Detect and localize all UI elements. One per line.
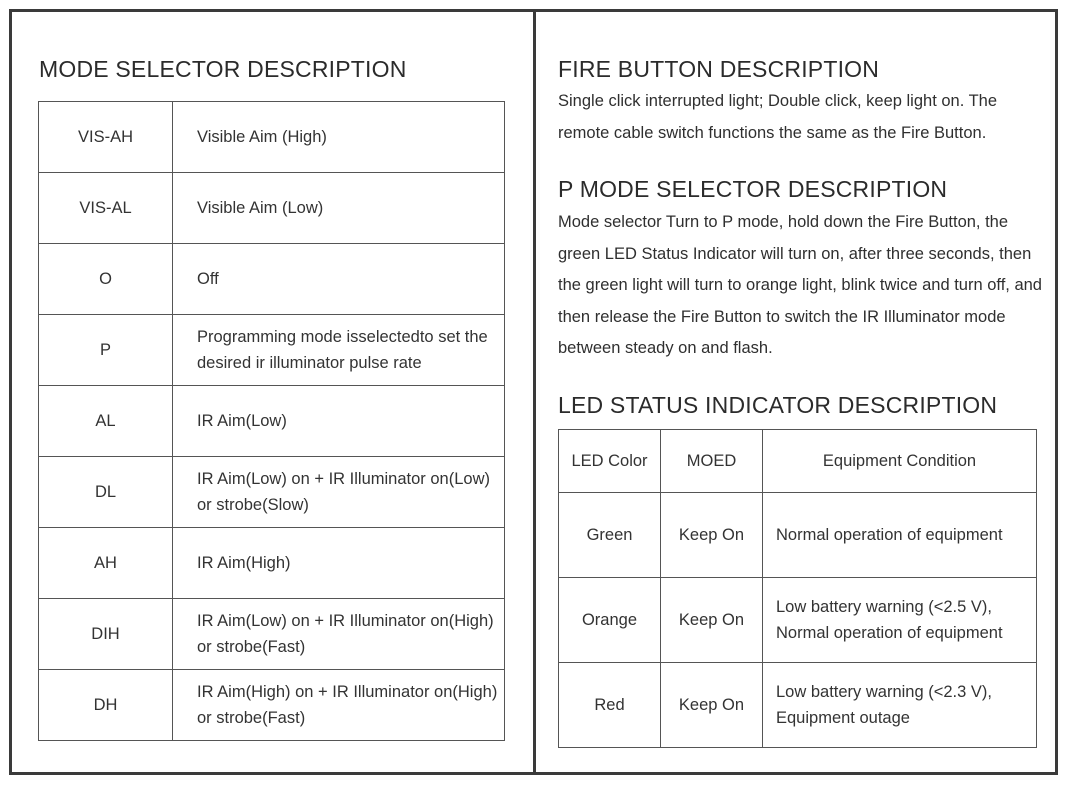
mode-key: AL (39, 386, 173, 457)
led-mode-cell: Keep On (661, 663, 763, 748)
p-mode-text: Mode selector Turn to P mode, hold down the Fire Button, the green LED Status Indicator will turn on, after three seconds, then the green light will turn to orange light, blink twice and turn off, and then release the Fire Button to switch the IR Illuminator mode between steady on and flash. (558, 213, 1042, 357)
table-row (39, 599, 505, 670)
mode-key: DL (39, 457, 173, 528)
mode-key: VIS-AH (39, 102, 173, 173)
table-row (39, 457, 505, 528)
mode-selector-table (38, 101, 505, 741)
mode-desc: IR Aim(High) (173, 528, 505, 599)
mode-selector-title: MODE SELECTOR DESCRIPTION (39, 56, 407, 82)
mode-key: O (39, 244, 173, 315)
led-condition-cell: Low battery warning (<2.3 V), Equipment outage (763, 663, 1037, 748)
mode-desc: Visible Aim (Low) (173, 173, 505, 244)
table-row (559, 663, 1037, 748)
mode-key: VIS-AL (39, 173, 173, 244)
led-color-cell: Red (559, 663, 661, 748)
mode-desc: Visible Aim (High) (173, 102, 505, 173)
led-color-cell: Green (559, 493, 661, 578)
led-mode-cell: Keep On (661, 578, 763, 663)
led-color-cell: Orange (559, 578, 661, 663)
table-row (559, 578, 1037, 663)
mode-key: P (39, 315, 173, 386)
table-row (39, 244, 505, 315)
header-moed: MOED (661, 430, 763, 493)
fire-button-text: Single click interrupted light; Double click, keep light on. The remote cable switch functions the same as the Fire Button. (558, 92, 998, 142)
mode-desc: IR Aim(High) on + IR Illuminator on(High) or strobe(Fast) (173, 670, 505, 741)
led-condition-cell: Normal operation of equipment (763, 493, 1037, 578)
column-divider (533, 9, 536, 775)
fire-button-title: FIRE BUTTON DESCRIPTION (558, 56, 880, 82)
table-row (39, 173, 505, 244)
table-header-row (559, 430, 1037, 493)
p-mode-title: P MODE SELECTOR DESCRIPTION (558, 176, 948, 202)
table-row (39, 528, 505, 599)
table-row (39, 102, 505, 173)
table-row (39, 315, 505, 386)
led-status-title: LED STATUS INDICATOR DESCRIPTION (558, 392, 998, 418)
led-status-table (558, 429, 1037, 748)
mode-desc: IR Aim(Low) on + IR Illuminator on(Low) or strobe(Slow) (173, 457, 505, 528)
mode-desc: Programming mode isselectedto set the desired ir illuminator pulse rate (173, 315, 505, 386)
led-condition-cell: Low battery warning (<2.5 V), Normal operation of equipment (763, 578, 1037, 663)
mode-desc: Off (173, 244, 505, 315)
mode-desc: IR Aim(Low) on + IR Illuminator on(High) or strobe(Fast) (173, 599, 505, 670)
mode-key: AH (39, 528, 173, 599)
table-row (39, 670, 505, 741)
header-equipment-condition: Equipment Condition (763, 430, 1037, 493)
table-row (559, 493, 1037, 578)
mode-desc: IR Aim(Low) (173, 386, 505, 457)
mode-key: DH (39, 670, 173, 741)
mode-key: DIH (39, 599, 173, 670)
header-led-color: LED Color (559, 430, 661, 493)
led-mode-cell: Keep On (661, 493, 763, 578)
table-row (39, 386, 505, 457)
